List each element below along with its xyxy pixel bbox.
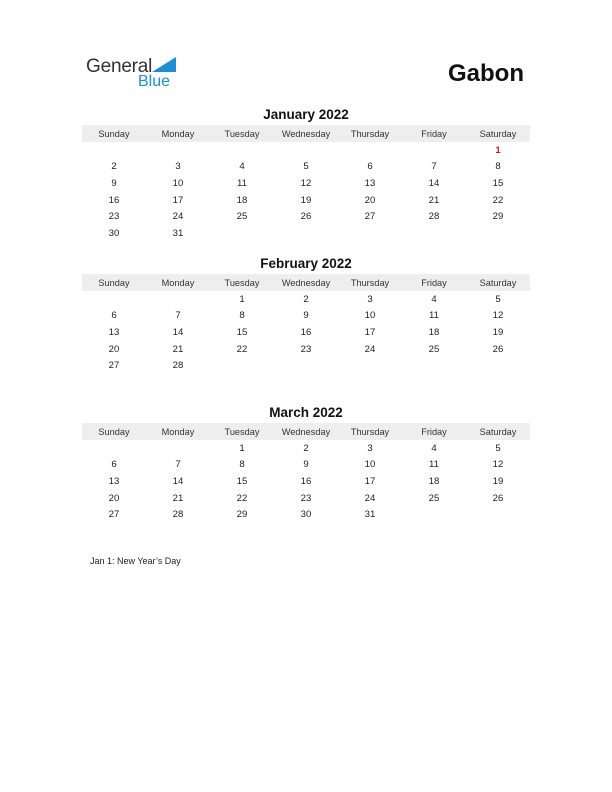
day-cell: 6 [111, 459, 117, 471]
day-cell: 4 [431, 293, 437, 305]
month-grid [82, 291, 530, 374]
day-cell: 2 [303, 442, 309, 454]
weekday-label: Wednesday [281, 128, 331, 139]
weekday-label: Thursday [350, 128, 390, 139]
day-cell: 14 [172, 475, 184, 487]
day-cell: 21 [172, 492, 184, 504]
day-cell: 19 [300, 194, 312, 206]
weekday-label: Monday [161, 128, 195, 139]
country-title: Gabon [448, 60, 524, 87]
day-cell: 22 [236, 492, 248, 504]
weekday-label: Friday [421, 128, 447, 139]
weekday-label: Friday [421, 277, 447, 288]
day-cell: 25 [428, 343, 440, 355]
month-grid [82, 142, 530, 242]
week-row [82, 159, 530, 176]
week-row [82, 208, 530, 225]
day-cell: 11 [429, 459, 439, 471]
day-cell: 7 [431, 161, 437, 173]
day-cell: 2 [111, 161, 117, 173]
day-cell: 21 [428, 194, 440, 206]
day-cell: 5 [303, 161, 309, 173]
weekday-label: Tuesday [224, 277, 260, 288]
day-cell: 12 [492, 459, 504, 471]
day-cell: 22 [236, 343, 248, 355]
logo-triangle-icon [152, 57, 176, 72]
month-january [82, 106, 530, 242]
week-row [82, 341, 530, 358]
weekday-label: Saturday [479, 426, 517, 437]
day-cell: 23 [300, 343, 312, 355]
month-title: February 2022 [260, 256, 352, 271]
day-cell: 4 [431, 442, 437, 454]
day-cell: 1 [239, 293, 245, 305]
day-cell: 7 [175, 310, 181, 322]
day-cell: 3 [367, 442, 373, 454]
day-cell: 27 [108, 509, 120, 521]
day-cell: 15 [236, 326, 248, 338]
day-cell: 13 [108, 326, 120, 338]
holiday-notes [90, 556, 181, 566]
day-cell: 15 [492, 177, 504, 189]
week-row [82, 440, 530, 457]
weekday-header [82, 423, 530, 440]
day-cell: 17 [172, 194, 184, 206]
month-february [82, 255, 530, 374]
weekday-label: Thursday [350, 277, 390, 288]
day-cell: 13 [108, 475, 120, 487]
day-cell: 11 [429, 310, 439, 322]
month-title: January 2022 [263, 107, 349, 122]
week-row [82, 175, 530, 192]
day-cell: 31 [172, 227, 184, 239]
weekday-label: Sunday [98, 277, 130, 288]
day-cell: 16 [300, 326, 312, 338]
week-row [82, 490, 530, 507]
day-cell: 18 [428, 475, 440, 487]
day-cell: 30 [108, 227, 120, 239]
day-cell: 6 [367, 161, 373, 173]
week-row [82, 142, 530, 159]
weekday-header [82, 125, 530, 142]
week-row [82, 308, 530, 325]
day-cell: 1 [239, 442, 245, 454]
week-row [82, 225, 530, 242]
week-row [82, 291, 530, 308]
day-cell: 26 [492, 343, 504, 355]
week-row [82, 457, 530, 474]
generalblue-logo [86, 56, 186, 92]
weekday-label: Thursday [350, 426, 390, 437]
day-cell: 24 [364, 343, 376, 355]
day-cell: 20 [108, 492, 120, 504]
day-cell: 11 [237, 177, 247, 189]
day-cell: 15 [236, 475, 248, 487]
day-cell: 24 [172, 211, 184, 223]
weekday-label: Monday [161, 277, 195, 288]
logo-text-general: General [86, 56, 153, 77]
day-cell: 30 [300, 509, 312, 521]
month-grid [82, 440, 530, 523]
day-cell: 29 [492, 211, 504, 223]
day-cell: 10 [172, 177, 184, 189]
day-cell: 23 [108, 211, 120, 223]
weekday-label: Friday [421, 426, 447, 437]
day-cell: 9 [303, 310, 309, 322]
day-cell: 25 [236, 211, 248, 223]
weekday-label: Tuesday [224, 128, 260, 139]
day-cell: 21 [172, 343, 184, 355]
day-cell: 9 [111, 177, 117, 189]
day-cell: 26 [300, 211, 312, 223]
day-cell: 31 [364, 509, 376, 521]
week-row [82, 357, 530, 374]
logo-text-blue: Blue [138, 73, 171, 90]
day-cell: 27 [108, 360, 120, 372]
weekday-label: Saturday [479, 128, 517, 139]
day-cell: 8 [239, 459, 245, 471]
day-cell: 5 [495, 442, 501, 454]
day-cell: 3 [367, 293, 373, 305]
day-cell: 20 [108, 343, 120, 355]
holiday-note: Jan 1: New Year’s Day [90, 556, 181, 566]
week-row [82, 192, 530, 209]
day-cell: 13 [364, 177, 376, 189]
day-cell: 3 [175, 161, 181, 173]
day-cell: 2 [303, 293, 309, 305]
day-cell: 7 [175, 459, 181, 471]
weekday-header [82, 274, 530, 291]
day-cell: 19 [492, 326, 504, 338]
day-cell: 5 [495, 293, 501, 305]
holiday-day-cell: 1 [495, 144, 501, 156]
day-cell: 24 [364, 492, 376, 504]
day-cell: 29 [236, 509, 248, 521]
month-march [82, 404, 530, 523]
weekday-label: Saturday [479, 277, 517, 288]
day-cell: 28 [428, 211, 440, 223]
week-row [82, 324, 530, 341]
day-cell: 10 [364, 459, 376, 471]
day-cell: 18 [236, 194, 248, 206]
day-cell: 8 [495, 161, 501, 173]
day-cell: 28 [172, 360, 184, 372]
day-cell: 14 [428, 177, 440, 189]
day-cell: 16 [108, 194, 120, 206]
day-cell: 10 [364, 310, 376, 322]
day-cell: 8 [239, 310, 245, 322]
day-cell: 28 [172, 509, 184, 521]
week-row [82, 473, 530, 490]
day-cell: 18 [428, 326, 440, 338]
day-cell: 17 [364, 475, 376, 487]
day-cell: 27 [364, 211, 376, 223]
day-cell: 26 [492, 492, 504, 504]
day-cell: 6 [111, 310, 117, 322]
weekday-label: Monday [161, 426, 195, 437]
day-cell: 12 [492, 310, 504, 322]
day-cell: 12 [300, 177, 312, 189]
week-row [82, 506, 530, 523]
weekday-label: Sunday [98, 128, 130, 139]
day-cell: 23 [300, 492, 312, 504]
day-cell: 25 [428, 492, 440, 504]
day-cell: 17 [364, 326, 376, 338]
day-cell: 22 [492, 194, 504, 206]
weekday-label: Tuesday [224, 426, 260, 437]
weekday-label: Sunday [98, 426, 130, 437]
day-cell: 14 [172, 326, 184, 338]
day-cell: 16 [300, 475, 312, 487]
weekday-label: Wednesday [281, 426, 331, 437]
day-cell: 19 [492, 475, 504, 487]
weekday-label: Wednesday [281, 277, 331, 288]
day-cell: 20 [364, 194, 376, 206]
month-title: March 2022 [269, 405, 343, 420]
day-cell: 9 [303, 459, 309, 471]
day-cell: 4 [239, 161, 245, 173]
